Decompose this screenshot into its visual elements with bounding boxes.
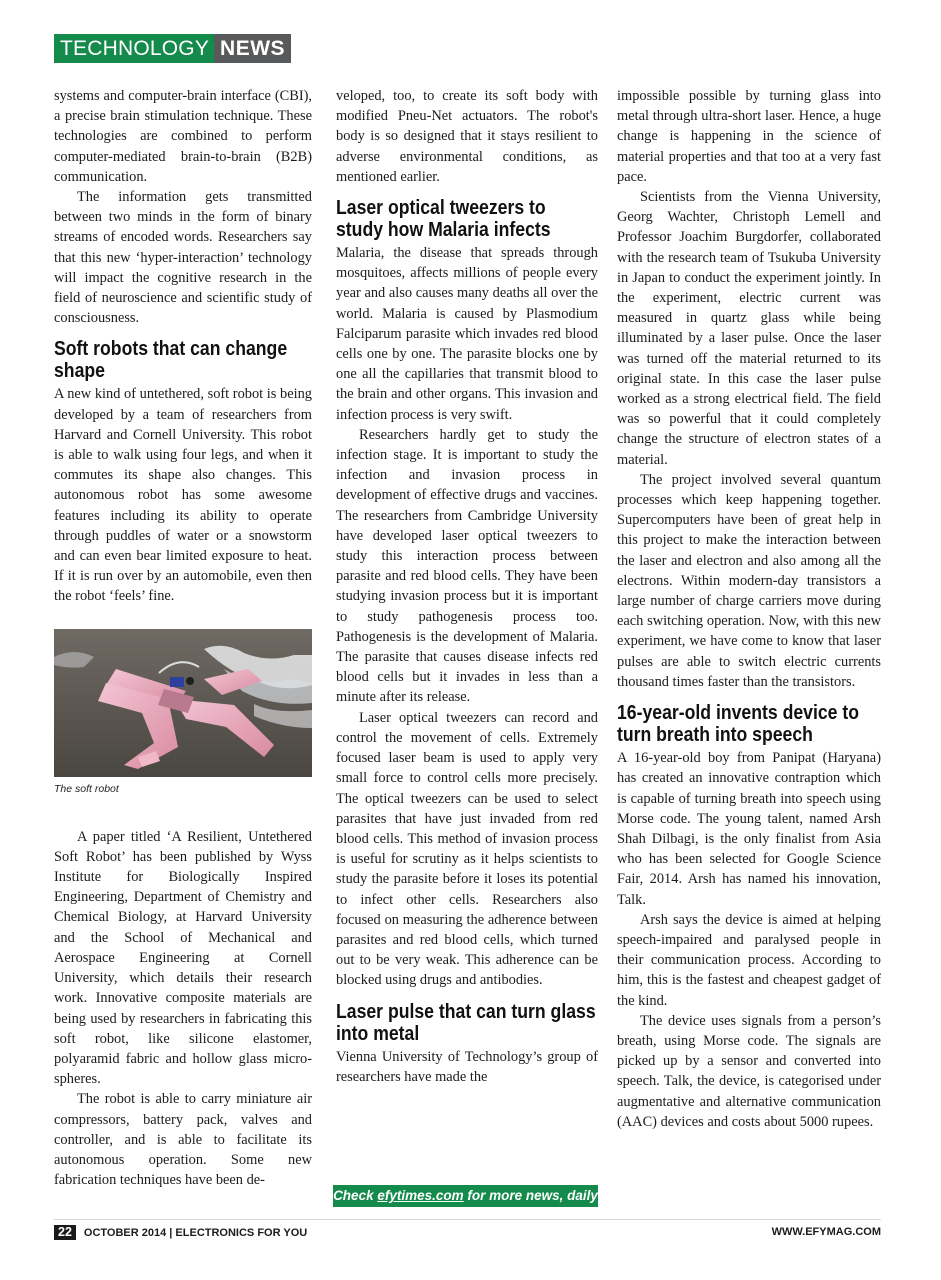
- article-heading-laser-pulse: Laser pulse that can turn glass into metal: [336, 999, 596, 1045]
- paragraph: The device uses signals from a person’s breath, using Morse code. The signals are picked up by a sensor and converted into speech. Talk, the device, is categorised under augmentative and alternative communication (AAC) devices and costs about 5000 rupees.: [617, 1012, 881, 1130]
- article-heading-laser-tweezers: Laser optical tweezers to study how Malaria infects: [336, 196, 551, 242]
- issue-info: OCTOBER 2014 | ELECTRONICS FOR YOU: [83, 1226, 308, 1239]
- paragraph: impossible possible by turning glass into metal through ultra-short laser. Hence, a huge change is happening in the science of material properties and that too at a very fast pace.: [617, 88, 881, 185]
- figure-caption: The soft robot: [54, 782, 119, 795]
- footer-left: [54, 1225, 307, 1240]
- paragraph: Researchers hardly get to study the infection stage. It is important to study the infection and invasion process in development of effective drugs and vaccines. The researchers from Cambridge University have developed laser optical tweezers to study this interaction process between parasite and red blood cells. They have been studying invasion process but it is important to study pathogenesis process too. Pathogenesis is the development of Malaria. The parasite that causes disease infects red blood cells but it invades in less than a minute after its release.: [336, 426, 598, 706]
- paragraph: Laser optical tweezers can record and control the movement of cells. Extremely focused laser beam is used to apply very small force to control cells more precisely. The optical tweezers can be used to select parasites that have just invaded from red blood cells. This method of invasion process is useful for scrutiny as it helps scientists to study the parasite before it loses its potential to infect other cells. Researchers also focused on measuring the adherence between parasites and red blood cells, which turned out to be very weak. This adherence can be blocked using drugs and antibodies.: [336, 709, 598, 989]
- paragraph: A paper titled ‘A Resilient, Untethered Soft Robot’ has been published by Wyss Institute for Biologically Inspired Engineering, Department of Chemistry and Chemical Biology, at Harvard University and the School of Mechanical and Aerospace Engineering at Cornell University, which details their research work. Innovative composite materials are being used by researchers in fabricating this soft robot, like silicone elastomer, polyaramid fabric and hollow glass micro-spheres.: [54, 828, 312, 1088]
- paragraph: Arsh says the device is aimed at helping speech-impaired and paralysed people in their communication process. According to him, this is the fastest and cheapest gadget of the kind.: [617, 911, 881, 1009]
- article-heading-soft-robots: Soft robots that can change shape: [54, 337, 288, 383]
- paragraph: veloped, too, to create its soft body with modified Pneu-Net actuators. The robot's body is so designed that it stays resilient to adverse environmental conditions, as mentioned earlier.: [336, 88, 598, 185]
- paragraph: Scientists from the Vienna University, Georg Wachter, Christoph Lemell and Professor Joachim Burgdorfer, collaborated with the research team of Tsukuba University in Japan to conduct the experiment jointly. In the experiment, electric current was measured in quartz glass while being illuminated by a laser pulse. Once the laser was turned off the material returned to its original state. In this case the laser pulse worked as a strong electrical field. The field was so powerful that it could completely change the structure of electron states of a material.: [617, 189, 881, 468]
- paragraph: systems and computer-brain interface (CBI), a precise brain stimulation technique. These technologies are combined to perform computer-mediated brain-to-brain (B2B) communication.: [54, 88, 312, 185]
- paragraph: The robot is able to carry miniature air compressors, battery pack, valves and controller, and is able to facilitate its autonomous operation. Some new fabrication techniques have been de-: [54, 1091, 312, 1189]
- footer-divider: [54, 1219, 881, 1220]
- section-tag: [54, 34, 291, 63]
- section-tag-technology: TECHNOLOGY: [54, 34, 214, 63]
- paragraph: Vienna University of Technology’s group of researchers have made the: [336, 1048, 598, 1085]
- promo-banner: [333, 1185, 598, 1207]
- footer-website: WWW.EFYMAG.COM: [771, 1226, 881, 1238]
- paragraph: A new kind of untethered, soft robot is being developed by a team of researchers from Harvard and Cornell University. This robot is able to walk using four legs, and when it commutes its shape also changes. This autonomous robot has some awesome features including its ability to operate through puddles of water or a snowstorm and can even bear limited exposure to heat. If it is run over by an automobile, even then the robot ‘feels’ fine.: [54, 386, 312, 605]
- column-2: [336, 86, 598, 1087]
- efytimes-link[interactable]: efytimes.com: [377, 1188, 464, 1203]
- paragraph: The information gets transmitted between two minds in the form of binary streams of encoded words. Researchers say that this new ‘hyper-interaction’ technology will impact the cognitive research in the field of neuroscience and scientific study of consciousness.: [54, 189, 312, 327]
- promo-prefix: Check: [333, 1188, 378, 1203]
- column-3: [617, 86, 881, 1132]
- promo-suffix: for more news, daily: [463, 1188, 598, 1203]
- article-heading-breath-device: 16-year-old invents device to turn breath into speech: [617, 701, 860, 747]
- page-number: 22: [54, 1225, 76, 1240]
- paragraph: A 16-year-old boy from Panipat (Haryana) has created an innovative contraption which is capable of turning breath into speech using Morse code. The young talent, named Arsh Shah Dilbagi, is the only finalist from Asia who has been selected for Google Science Fair, 2014. Arsh has named his innovation, Talk.: [617, 750, 881, 908]
- column-1: [54, 86, 312, 1190]
- soft-robot-photo: [54, 629, 312, 777]
- section-tag-news: NEWS: [214, 34, 291, 63]
- paragraph: The project involved several quantum processes which keep happening together. Supercomputers have been of great help in this project to make the interaction between the laser and electron and also among all the electrons. Within modern-day transistors a large number of charge carriers move during each switching operation. Now, with this new experiment, we have come to know that laser pulses are able to switch electric currents thousand times faster than the transistors.: [617, 471, 881, 690]
- paragraph: Malaria, the disease that spreads through mosquitoes, affects millions of people every year and also causes many deaths all over the world. Malaria is caused by Plasmodium Falciparum parasite which invades red blood cells one by one. The parasite blocks one by one all the capillaries that transmit blood to the brain and other organs. This invasion and infection process is very swift.: [336, 245, 598, 423]
